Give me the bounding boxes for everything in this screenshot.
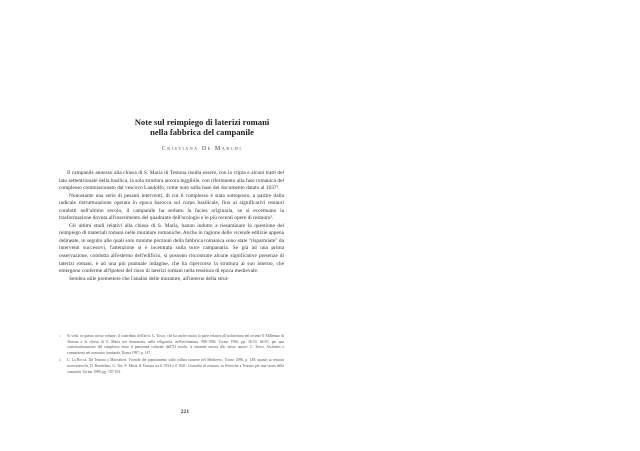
footnotes [59, 334, 284, 377]
paragraph: Gli ultimi studi relativi alla chiesa di S. Maria, hanno indotto a riesaminare la questione del reimpiego di materiali romani nelle murature romaniche. Anche in ragione delle vicende edilizie appena delineate, in seguito alle quali solo minime porzioni della fabbrica romanica sono state "risparmiate" da interventi successivi, l'attenzione si è incentrata sulla torre campanaria. Se già ad una prima osservazione, condotta all'esterno dell'edificio, si possono riscontrare alcune significative presenze di laterizi romani, è ad una più puntuale indagine, che ha ripercorso la struttura al suo interno, che emergono conferme all'ipotesi del riuso di laterizi romani nella tessitura di epoca medievale. [59, 222, 284, 275]
paragraph: Nonostante una serie di pesanti interventi, di cui il complesso è stato sottoposto, a partire dalla radicale ristrutturazione operata in epoca barocca sul corpo basilicale, fino ai significativi restauri condotti nell'ultimo secolo, il campanile ha serbato la facies originaria, se si eccettuano la trasformazione dovuta all'inserimento del quadrante dell'orologio e le più recenti opere di restauro². [59, 192, 284, 222]
footnote-text: C. La Rocca, Da Testona a Moncalieri. Vicende del popolamento sulla collina torinese nel Medioevo, Torino 1986, p. 138; quanto ai restauri novecenteschi, D. Rondolino, G. Tes, S. Maria di Testona tra il 1934 e il 1941: Cronache di restauro, in Ricerche a Testona per una storia della comunità, Torino 1989, pp. 187-193. [67, 358, 284, 374]
footnote-number: 2 [59, 358, 61, 363]
paragraph: Sembra utile premettere che l'analisi delle murature, all'interno della strut- [69, 275, 230, 282]
title-line-2: nella fabbrica del campanile [150, 127, 254, 137]
footnote-number: 1 [59, 334, 61, 338]
footnote [59, 358, 284, 375]
paragraph: Il campanile annesso alla chiesa di S. Maria di Testona risulta essere, con la cripta e alcuni tratti del lato settentrionale della basilica, la sola struttura ancora leggibile, con riferimento alla fase romanica del complesso commissionato dal vescovo Landolfo, come noto sulla base del documento datato al 1037¹. [59, 170, 284, 192]
page-number: 221 [180, 409, 190, 415]
title-line-1: Note sul reimpiego di laterizi romani [134, 117, 270, 127]
footnote [59, 334, 284, 356]
article-title [96, 117, 308, 137]
body-text [59, 170, 284, 283]
author-name: Cristiana De Marchi [161, 146, 243, 152]
footnote-text: Si veda, in questo stesso volume, il contributo dell'arch. C. Tosco, che ha anche curato la parte relativa all'architettura nel recente Il Millennio di Testona e la chiesa di S. Maria nei documenti, nella religiosità, nell'architettura. 986-1996, Torino 1996, pp. 36-53, 66-67; per una contestualizzazione del complesso entro il panorama colturale dell'XI secolo, si rimanda ancora allo stesso autore: C. Tosco, Architetti e committenti nel romanico lombardo, Roma 1997, p. 147. [67, 334, 284, 355]
